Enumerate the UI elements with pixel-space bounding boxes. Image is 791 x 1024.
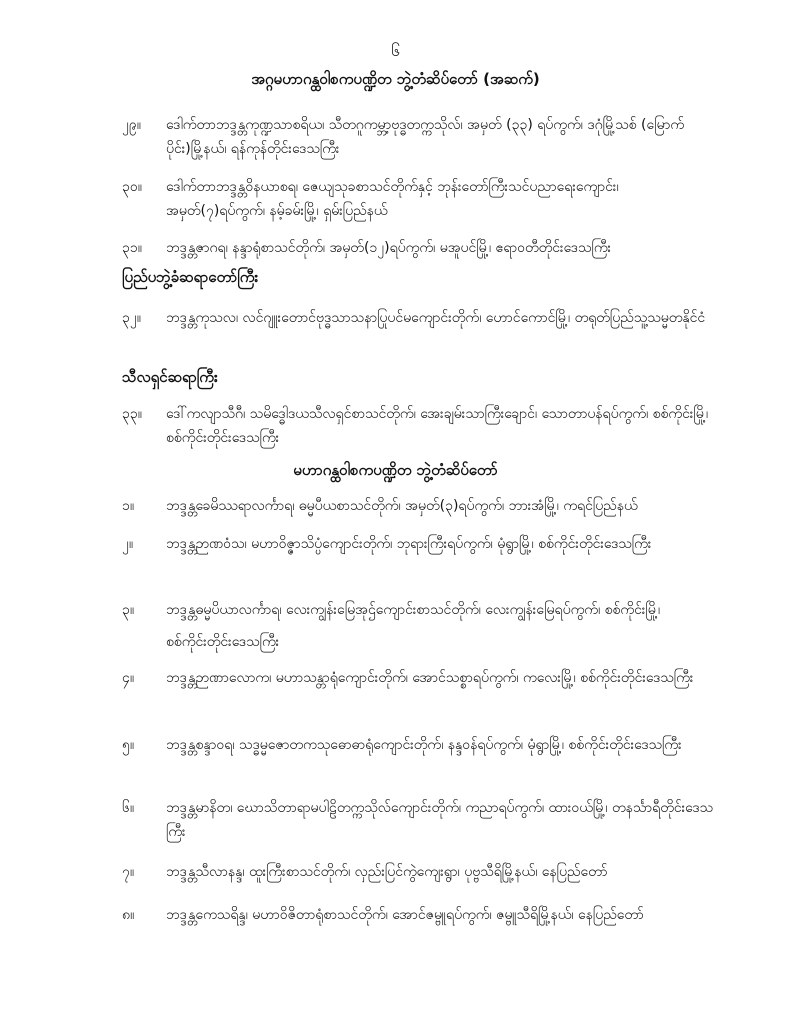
item-number: ၅။ — [122, 737, 135, 753]
item-number: ၇။ — [122, 864, 135, 880]
item-text: ဘဒ္ဒန္တဉာဏဝံသ၊ မဟာဝိဇ္ဇာသိပ္ပံကျောင်းတိုက်၊ ဘုရားကြီးရပ်ကွက်၊ မုံရွာမြို့၊ စစ်ကိုင်းတိုင်းဒေသကြီး — [166, 536, 652, 552]
item-text: ဘဒ္ဒန္တမာနိတ၊ ဃောသိတာရာမပါဠိတက္ကသိုလ်ကျောင်းတိုက်၊ ကညာရပ်ကွက်၊ ထားဝယ်မြို့၊ တနင်္သာရီတိုင်းဒေသကြီး — [166, 800, 714, 840]
item-text: ဘဒ္ဒန္တစန္ဒာဝရ၊ သဒ္ဓမ္မဇောတကသုဓောဓာရုံကျောင်းတိုက်၊ နန္ဒဝန်ရပ်ကွက်၊ မုံရွာမြို့၊ စစ်ကိုင်းတိုင်းဒေသကြီး — [166, 737, 682, 753]
list-item — [122, 532, 722, 556]
list-item — [122, 903, 722, 927]
item-number: ၈။ — [122, 907, 135, 923]
list-item — [122, 113, 722, 161]
item-number: ၃။ — [122, 602, 135, 618]
item-text: ဘဒ္ဒန္တကုသလ၊ လင်ဂျူးတောင်ဗုဒ္ဓသာသနာပြုပင်မကျောင်းတိုက်၊ ဟောင်ကောင်မြို့၊ တရုတ်ပြည်သူ့သမ္မတနိုင်ငံ — [166, 310, 706, 326]
section-subtitle: မဟာဂန္ထဝါစကပဏ္ဍိတ ဘွဲ့တံဆိပ်တော် — [293, 461, 498, 479]
item-text: ဒေါက်တာဘဒ္ဒန္တကုဏ္ဍသာစရိယ၊ သီတဂူကမ္ဘာ့ဗုဒ္ဓတက္ကသိုလ်၊ အမှတ် (၃၃) ရပ်ကွက်၊ ဒဂုံမြို့သစ် (မြောက်ပိုင်း)မြို့နယ်၊ ရန်ကုန်တိုင်းဒေသကြီး — [166, 117, 685, 157]
item-number: ၂၉။ — [122, 117, 141, 133]
page-number: ၆ — [391, 41, 400, 60]
list-item — [122, 236, 722, 260]
item-number: ၆။ — [122, 800, 135, 816]
item-text: ဒေါက်တာဘဒ္ဒန္တဝိနယာစရ၊ ဇေယျသုခစာသင်တိုက်နှင့် ဘုန်းတော်ကြီးသင်ပညာရေးကျောင်း၊ အမှတ်(၇)ရပ်ကွက်၊ နမ့်ခမ်းမြို့၊ ရှမ်းပြည်နယ် — [166, 179, 619, 219]
item-number: ၃၁။ — [122, 240, 142, 256]
item-number: ၃၀။ — [122, 179, 142, 195]
item-number: ၂။ — [122, 536, 134, 552]
section-heading: ပြည်ပဘွဲ့ခံဆရာတော်ကြီး — [122, 268, 259, 286]
item-number: ၃၂။ — [122, 310, 141, 326]
item-text: ဒေါ်ကလျာသီဂီ၊ သမိဒ္ဓေါဒယသီလရှင်စာသင်တိုက်၊ အေးချမ်းသာကြီးချောင်၊ သောတာပန်ရပ်ကွက်၊ စစ်ကိုင်းမြို့၊ စစ်ကိုင်းတိုင်းဒေသကြီး — [166, 406, 709, 446]
item-text: ဘဒ္ဒန္တဉာဏာလောက၊ မဟာသန္တာရုံကျောင်းတိုက်၊ အောင်သစ္စာရပ်ကွက်၊ ကလေးမြို့၊ စစ်ကိုင်းတိုင်းဒေသကြီး — [166, 670, 694, 686]
list-item — [122, 306, 722, 330]
list-item — [122, 175, 722, 223]
item-text: ဘဒ္ဒန္တဓမ္မပိယာလင်္ကာရ၊ လေးကျွန်းမြေအုဌ်ကျောင်းစာသင်တိုက်၊ လေးကျွန်းမြေရပ်ကွက်၊ စစ်ကိုင်းမြို့၊ စစ်ကိုင်းတိုင်းဒေသကြီး — [166, 602, 661, 650]
section-heading: သီလရှင်ဆရာကြီး — [122, 368, 218, 386]
page-title: အဂ္ဂမဟာဂန္ထဝါစကပဏ္ဍိတ ဘွဲ့တံဆိပ်တော် (အဆက်) — [251, 70, 540, 88]
item-number: ၄။ — [122, 670, 135, 686]
item-text: ဘဒ္ဒန္တသီလာနန္ဒ၊ ထူးကြီးစာသင်တိုက်၊ လှည်းပြင်ကွဲကျေးရွာ၊ ပုဗ္ဗသီရိမြို့နယ်၊ နေပြည်တော် — [166, 864, 608, 880]
list-item — [122, 733, 722, 757]
list-item — [122, 860, 722, 884]
list-item — [122, 402, 722, 450]
list-item — [122, 594, 722, 658]
item-number: ၃၃။ — [122, 406, 142, 422]
list-item — [122, 494, 722, 518]
list-item — [122, 666, 722, 690]
item-text: ဘဒ္ဒန္တခေမိဿရာလင်္ကာရ၊ ဓမ္မပီယစာသင်တိုက်၊ အမှတ်(၃)ရပ်ကွက်၊ ဘားအံမြို့၊ ကရင်ပြည်နယ် — [166, 498, 638, 514]
item-number: ၁။ — [122, 498, 135, 514]
item-text: ဘဒ္ဒန္တဇာဂရ၊ နန္ဒာရုံစာသင်တိုက်၊ အမှတ်(၁၂)ရပ်ကွက်၊ မအူပင်မြို့၊ ဧရာဝတီတိုင်းဒေသကြီး — [166, 240, 612, 256]
item-text: ဘဒ္ဒန္တကေသရိန္ဒ၊ မဟာဝိဇိတာရုံစာသင်တိုက်၊ အောင်ဇမ္ဗူရပ်ကွက်၊ ဇမ္ဗူသီရိမြို့နယ်၊ နေပြည်တော် — [166, 907, 644, 923]
list-item — [122, 796, 722, 844]
